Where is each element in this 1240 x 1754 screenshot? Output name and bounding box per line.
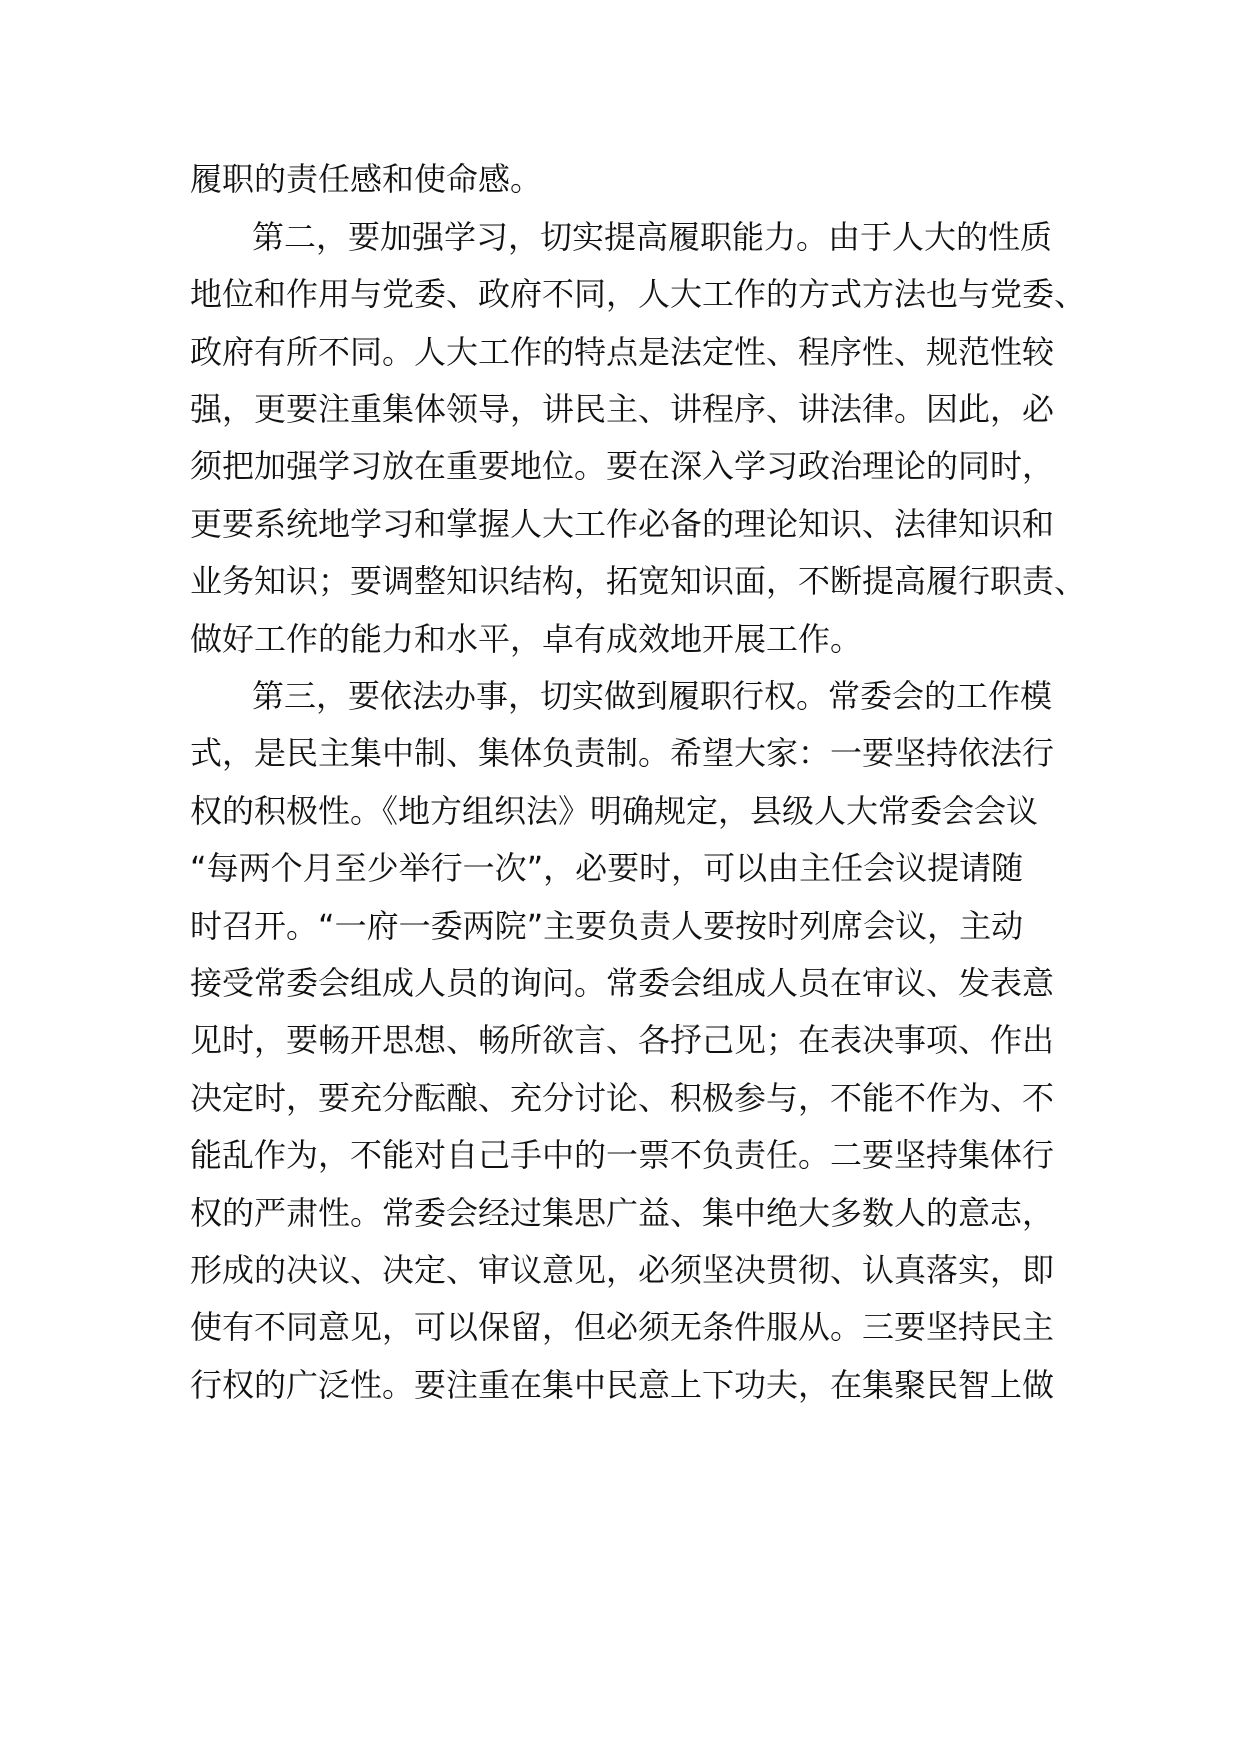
text-line: 权的严肃性。常委会经过集思广益、集中绝大多数人的意志， [190, 1194, 1055, 1232]
text-line: 权的积极性。《地方组织法》明确规定，县级人大常委会会议 [190, 792, 1039, 830]
text-line: 行权的广泛性。要注重在集中民意上下功夫，在集聚民智上做 [190, 1366, 1055, 1404]
text-line: 时召开。“一府一委两院”主要负责人要按时列席会议，主动 [190, 907, 1024, 945]
text-line: 更要系统地学习和掌握人大工作必备的理论知识、法律知识和 [190, 505, 1055, 543]
text-line: 决定时，要充分酝酿、充分讨论、积极参与，不能不作为、不 [190, 1079, 1055, 1117]
text-line: 业务知识；要调整知识结构，拓宽知识面，不断提高履行职责、 [190, 562, 1087, 600]
text-line: 须把加强学习放在重要地位。要在深入学习政治理论的同时， [190, 447, 1055, 485]
paragraph-start-line: 第三，要依法办事，切实做到履职行权。常委会的工作模 [252, 677, 1053, 715]
text-line: 使有不同意见，可以保留，但必须无条件服从。三要坚持民主 [190, 1308, 1055, 1346]
text-line: 接受常委会组成人员的询问。常委会组成人员在审议、发表意 [190, 964, 1055, 1002]
text-line: 履职的责任感和使命感。 [190, 160, 543, 198]
text-line: 能乱作为，不能对自己手中的一票不负责任。二要坚持集体行 [190, 1136, 1055, 1174]
text-line: 形成的决议、决定、审议意见，必须坚决贯彻、认真落实，即 [190, 1251, 1055, 1289]
text-line: 强，更要注重集体领导，讲民主、讲程序、讲法律。因此，必 [190, 390, 1055, 428]
text-line: 政府有所不同。人大工作的特点是法定性、程序性、规范性较 [190, 333, 1055, 371]
text-line: “每两个月至少举行一次”，必要时，可以由主任会议提请随 [190, 849, 1024, 887]
text-line: 见时，要畅开思想、畅所欲言、各抒己见；在表决事项、作出 [190, 1021, 1055, 1059]
text-line: 地位和作用与党委、政府不同，人大工作的方式方法也与党委、 [190, 275, 1087, 313]
text-line: 式，是民主集中制、集体负责制。希望大家：一要坚持依法行 [190, 734, 1055, 772]
paragraph-start-line: 第二，要加强学习，切实提高履职能力。由于人大的性质 [252, 218, 1053, 256]
text-line: 做好工作的能力和水平，卓有成效地开展工作。 [190, 620, 863, 658]
